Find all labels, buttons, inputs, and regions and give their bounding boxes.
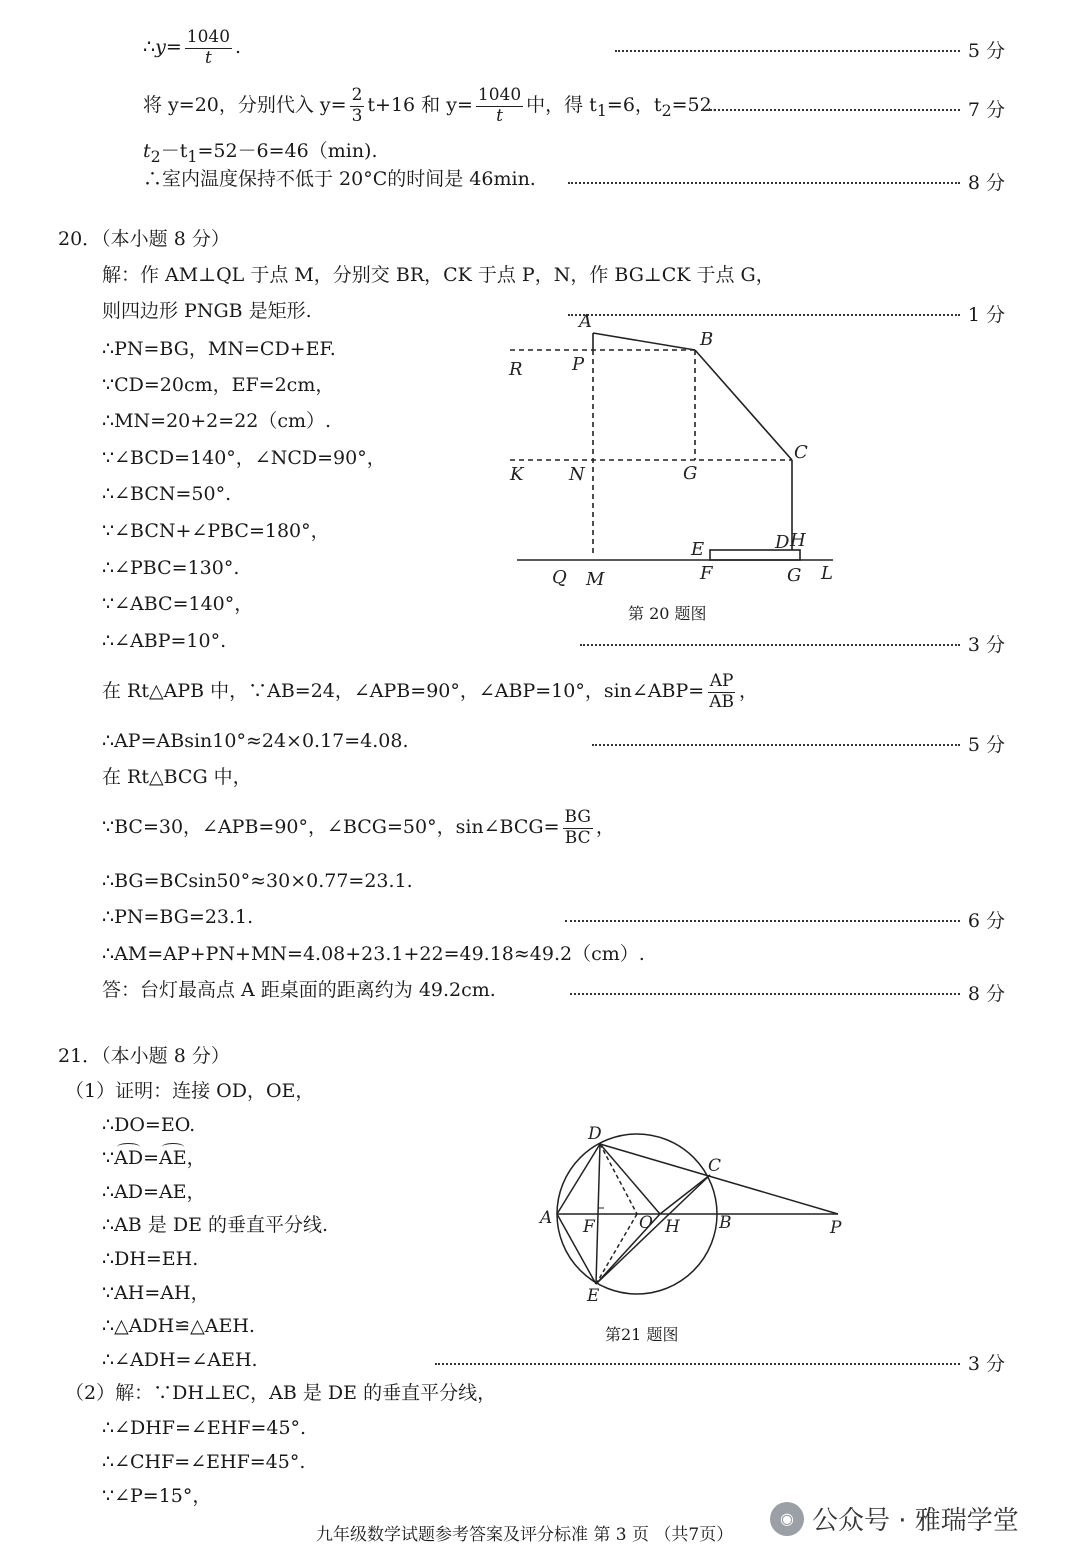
score-1: 1 分 bbox=[0, 300, 1005, 327]
c-label-C: C bbox=[708, 1156, 722, 1176]
q19-line-2: 将 y=20，分别代入 y= $\frac{2}{3}$ t+16 和 y= $\frac{1040}{t}$ 中，得 $t_1=6$，$t_2=52$. bbox=[143, 85, 718, 126]
q19-line-1: ∴y= $\frac{1040}{t}$ . bbox=[143, 27, 242, 68]
label-A: A bbox=[579, 311, 592, 332]
label-N: N bbox=[569, 464, 585, 485]
q21-step-7: ∵AH=AH， bbox=[102, 1282, 210, 1304]
page-footer: 九年级数学试题参考答案及评分标准 第 3 页 （共7页） bbox=[316, 1525, 734, 1545]
watermark-text: 公众号 · 雅瑞学堂 bbox=[812, 1506, 1019, 1536]
q21-step-8: ∴△ADH≌△AEH. bbox=[102, 1315, 255, 1337]
score-6: 6 分 bbox=[0, 906, 1005, 933]
q20-step-5: ∴MN=20+2=22（cm）. bbox=[102, 410, 332, 432]
q21-step-3: ∵ AD= AE， bbox=[102, 1147, 206, 1171]
q21-step-2: ∴DO=EO. bbox=[102, 1114, 196, 1136]
label-H: H bbox=[790, 530, 806, 551]
c-label-B: B bbox=[719, 1213, 732, 1233]
c-label-E: E bbox=[587, 1286, 600, 1306]
q20-step-10: ∵∠ABC=140°， bbox=[102, 593, 254, 615]
c-label-F: F bbox=[583, 1217, 595, 1237]
q20-step-18: ∴AM=AP+PN+MN=4.08+23.1+22=49.18≈49.2（cm）. bbox=[102, 943, 645, 965]
q21-step-6: ∴DH=EH. bbox=[102, 1248, 199, 1270]
q20-step-19: 答：台灯最高点 A 距桌面的距离约为 49.2cm. bbox=[102, 979, 496, 1001]
label-P: P bbox=[572, 354, 585, 375]
score-8-q19: 8 分 bbox=[0, 168, 1005, 195]
watermark bbox=[770, 1500, 1019, 1537]
score-5: 5 分 bbox=[0, 36, 1005, 63]
label-E: E bbox=[691, 539, 705, 560]
q21-step-11: ∴∠DHF=∠EHF=45°. bbox=[102, 1417, 307, 1439]
label-M: M bbox=[586, 569, 605, 590]
q20-step-1: 解：作 AM⊥QL 于点 M，分别交 BR，CK 于点 P，N，作 BG⊥CK 于点 G， bbox=[102, 264, 775, 286]
wechat-icon: ◉ bbox=[770, 1502, 804, 1536]
c-label-H: H bbox=[665, 1217, 680, 1237]
q21-step-4: ∴AD=AE， bbox=[102, 1181, 206, 1203]
label-F: F bbox=[700, 563, 713, 584]
c-label-O: O bbox=[639, 1213, 653, 1233]
c-label-A: A bbox=[540, 1208, 553, 1228]
q21-step-9: ∴∠ADH=∠AEH. bbox=[102, 1349, 258, 1371]
score-3-q20: 3 分 bbox=[0, 630, 1005, 657]
q20-step-6: ∵∠BCD=140°，∠NCD=90°， bbox=[102, 447, 386, 469]
q20-step-9: ∴∠PBC=130°. bbox=[102, 557, 240, 579]
figure-20 bbox=[495, 305, 855, 595]
score-8-q20: 8 分 bbox=[0, 979, 1005, 1006]
label-Q: Q bbox=[552, 567, 567, 588]
q19-line-3: $t_2-t_1=52-6=46(\min)$. bbox=[143, 140, 378, 166]
q19-line-4: ∴室内温度保持不低于 20°C的时间是 46min. bbox=[143, 168, 536, 190]
figure-20-caption: 第 20 题图 bbox=[628, 604, 707, 623]
score-3-q21: 3 分 bbox=[0, 1349, 1005, 1376]
score-7: 7 分 bbox=[0, 95, 1005, 122]
q21-step-13: ∵∠P=15°， bbox=[102, 1485, 212, 1507]
c-label-P: P bbox=[830, 1218, 842, 1238]
q20-step-14: 在 Rt△BCG 中， bbox=[102, 766, 252, 788]
label-K: K bbox=[510, 464, 524, 485]
q21-step-5: ∴AB 是 DE 的垂直平分线. bbox=[102, 1214, 329, 1236]
figure-21 bbox=[530, 1120, 860, 1310]
q20-step-8: ∵∠BCN+∠PBC=180°， bbox=[102, 520, 330, 542]
q21-heading: 21．（本小题 8 分） bbox=[58, 1045, 230, 1067]
label-G-base: G bbox=[787, 565, 802, 586]
label-L: L bbox=[821, 563, 833, 584]
q21-step-12: ∴∠CHF=∠EHF=45°. bbox=[102, 1451, 306, 1473]
q20-step-17: ∴PN=BG=23.1. bbox=[102, 906, 254, 928]
label-B: B bbox=[700, 329, 714, 350]
q20-step-3: ∴PN=BG，MN=CD+EF. bbox=[102, 338, 336, 360]
label-R: R bbox=[509, 359, 523, 380]
q20-step-13: ∴AP=ABsin10°≈24×0.17=4.08. bbox=[102, 730, 409, 752]
q20-step-4: ∵CD=20cm，EF=2cm， bbox=[102, 374, 335, 396]
q20-step-16: ∴BG=BCsin50°≈30×0.77=23.1. bbox=[102, 870, 413, 892]
q20-step-11: ∴∠ABP=10°. bbox=[102, 630, 227, 652]
q20-step-15: ∵BC=30，∠APB=90°，∠BCG=50°，sin∠BCG= $\frac{BG}{BC}$ ， bbox=[102, 807, 615, 848]
figure-21-caption: 第21 题图 bbox=[605, 1325, 679, 1344]
label-G: G bbox=[683, 463, 698, 484]
q20-step-12: 在 Rt△APB 中，∵AB=24，∠APB=90°，∠ABP=10°，sin∠ABP= $\frac{AP}{AB}$ ， bbox=[102, 671, 759, 712]
score-5-q20: 5 分 bbox=[0, 730, 1005, 757]
q20-step-2: 则四边形 PNGB 是矩形. bbox=[102, 300, 312, 322]
q20-step-7: ∴∠BCN=50°. bbox=[102, 483, 232, 505]
label-C: C bbox=[794, 442, 808, 463]
label-D: D bbox=[775, 532, 790, 553]
q20-heading: 20．（本小题 8 分） bbox=[58, 228, 230, 250]
q21-step-10: （2）解：∵DH⊥EC，AB 是 DE 的垂直平分线， bbox=[65, 1382, 497, 1404]
c-label-D: D bbox=[588, 1124, 602, 1144]
q21-step-1: （1）证明：连接 OD，OE， bbox=[65, 1080, 315, 1102]
